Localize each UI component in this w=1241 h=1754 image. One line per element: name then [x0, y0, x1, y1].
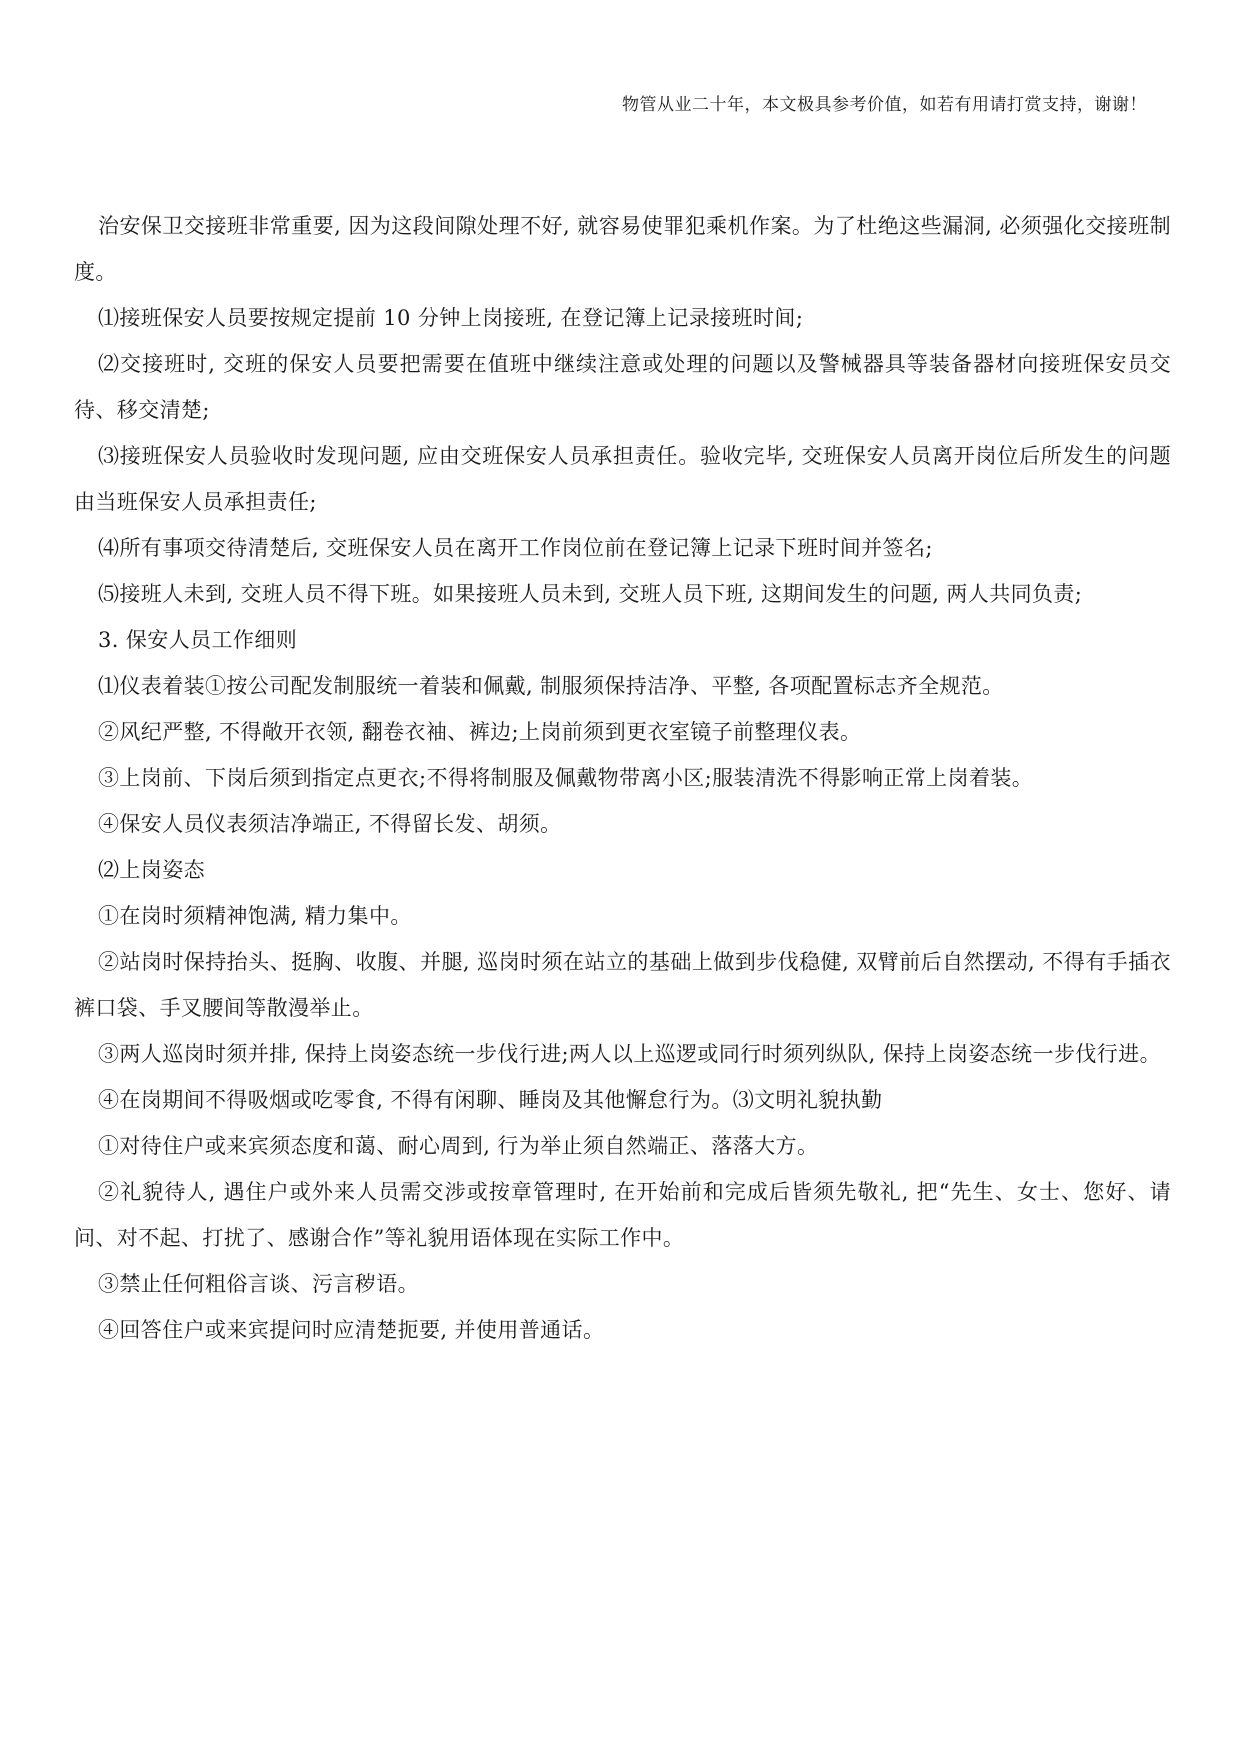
paragraph: ④在岗期间不得吸烟或吃零食, 不得有闲聊、睡岗及其他懈怠行为。⑶文明礼貌执勤: [98, 1088, 883, 1112]
section-heading: 3. 保安人员工作细则: [98, 628, 298, 652]
paragraph: ⑶接班保安人员验收时发现问题, 应由交班保安人员承担责任。验收完毕, 交班保安人员离开岗位后所发生的问题由当班保安人员承担责任;: [74, 444, 1171, 514]
paragraph: ②风纪严整, 不得敞开衣领, 翻卷衣袖、裤边;上岗前须到更衣室镜子前整理仪表。: [98, 720, 862, 744]
paragraph: ①对待住户或来宾须态度和蔼、耐心周到, 行为举止须自然端正、落落大方。: [98, 1134, 819, 1158]
header-note: 物管从业二十年，本文极具参考价值，如若有用请打赏支持，谢谢！: [622, 95, 1147, 115]
paragraph: ④保安人员仪表须洁净端正, 不得留长发、胡须。: [98, 812, 562, 836]
paragraph: ③上岗前、下岗后须到指定点更衣;不得将制服及佩戴物带离小区;服装清洗不得影响正常上岗着装。: [98, 766, 1034, 790]
document-body: [74, 203, 1171, 1353]
paragraph: ⑷所有事项交待清楚后, 交班保安人员在离开工作岗位前在登记簿上记录下班时间并签名;: [98, 536, 933, 560]
paragraph: ⑴仪表着装①按公司配发制服统一着装和佩戴, 制服须保持洁净、平整, 各项配置标志齐全规范。: [98, 674, 1004, 698]
paragraph: ①在岗时须精神饱满, 精力集中。: [98, 904, 412, 928]
paragraph: ④回答住户或来宾提问时应清楚扼要, 并使用普通话。: [98, 1318, 605, 1342]
paragraph: ③禁止任何粗俗言谈、污言秽语。: [98, 1272, 419, 1296]
paragraph: ③两人巡岗时须并排, 保持上岗姿态统一步伐行进;两人以上巡逻或同行时须列纵队, 保持上岗姿态统一步伐行进。: [98, 1042, 1161, 1066]
paragraph: ②礼貌待人, 遇住户或外来人员需交涉或按章管理时, 在开始前和完成后皆须先敬礼, 把“先生、女士、您好、请问、对不起、打扰了、感谢合作”等礼貌用语体现在实际工作中。: [74, 1180, 1171, 1250]
paragraph: ⑸接班人未到, 交班人员不得下班。如果接班人员未到, 交班人员下班, 这期间发生的问题, 两人共同负责;: [98, 582, 1083, 606]
subsection-heading: ⑵上岗姿态: [98, 858, 205, 882]
paragraph: ②站岗时保持抬头、挺胸、收腹、并腿, 巡岗时须在站立的基础上做到步伐稳健, 双臂前后自然摆动, 不得有手插衣裤口袋、手叉腰间等散漫举止。: [74, 950, 1171, 1020]
paragraph: ⑴接班保安人员要按规定提前 10 分钟上岗接班, 在登记簿上记录接班时间;: [98, 306, 804, 330]
paragraph: ⑵交接班时, 交班的保安人员要把需要在值班中继续注意或处理的问题以及警械器具等装备器材向接班保安员交待、移交清楚;: [74, 352, 1171, 422]
paragraph: 治安保卫交接班非常重要, 因为这段间隙处理不好, 就容易使罪犯乘机作案。为了杜绝这些漏洞, 必须强化交接班制度。: [74, 214, 1171, 284]
